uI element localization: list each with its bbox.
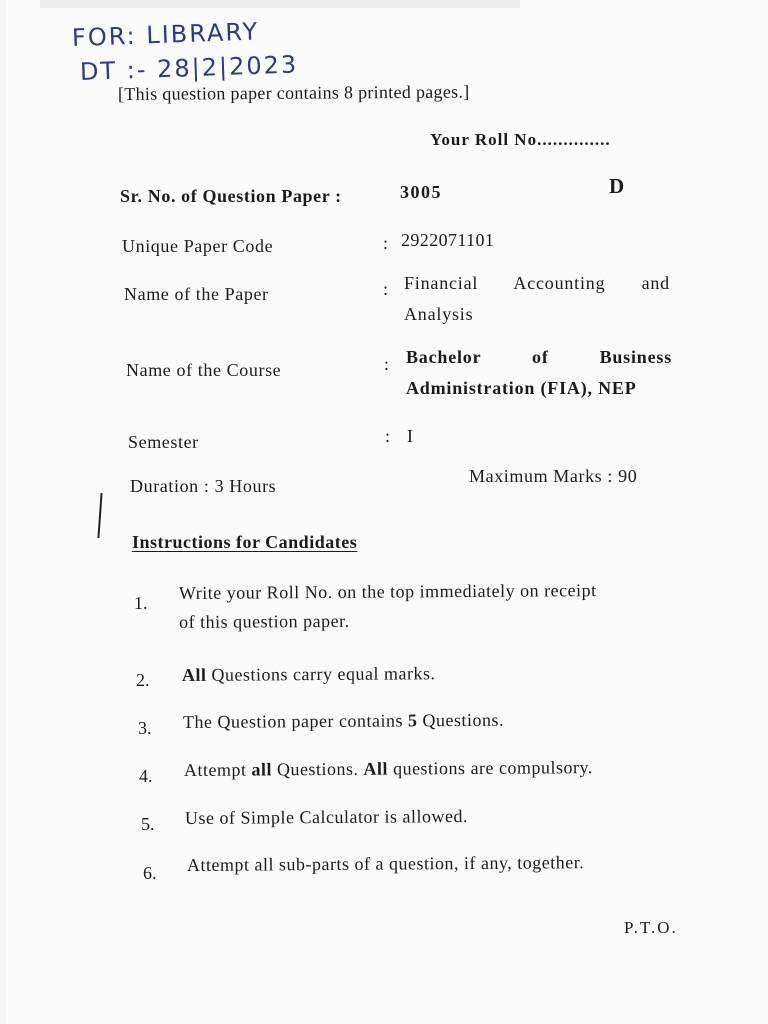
series-letter: D	[609, 174, 625, 198]
please-turn-over: P.T.O.	[624, 918, 678, 937]
course-name-label: Name of the Course	[126, 360, 282, 380]
instruction-2-rest: Questions carry equal marks.	[206, 663, 436, 685]
instruction-4-bold-2: All	[363, 758, 389, 779]
maximum-marks-text: Maximum Marks : 90	[469, 466, 638, 486]
instruction-5-text: Use of Simple Calculator is allowed.	[184, 806, 469, 828]
instruction-1-line-1: Write your Roll No. on the top immediately on receipt	[178, 580, 597, 604]
printed-pages-note: [This question paper contains 8 printed pages.]	[117, 81, 470, 104]
instruction-1-line-2: of this question paper.	[179, 610, 350, 632]
unique-paper-code-label: Unique Paper Code	[122, 236, 274, 256]
paper-name-value	[404, 268, 670, 330]
instruction-5-number: 5.	[141, 814, 155, 834]
paper-name-colon: :	[383, 279, 389, 299]
unique-paper-code-colon: :	[383, 233, 389, 253]
instruction-1-number: 1.	[134, 593, 148, 613]
paper-name-label: Name of the Paper	[124, 284, 269, 304]
course-name-colon: :	[384, 354, 390, 374]
paper-name-line-1: Financial Accounting and	[404, 273, 670, 293]
duration-text: Duration : 3 Hours	[130, 476, 277, 496]
handwritten-date-note: DT :- 28|2|2023	[79, 50, 299, 86]
instruction-2-bold: All	[181, 664, 207, 685]
course-name-value	[406, 342, 672, 404]
semester-label: Semester	[128, 432, 199, 452]
unique-paper-code-value: 2922071101	[401, 230, 495, 250]
instruction-2-text	[182, 659, 436, 690]
instruction-4-bold: all	[251, 759, 273, 780]
instruction-2-number: 2.	[136, 670, 150, 690]
instruction-3-pre: The Question paper contains	[182, 710, 408, 732]
instruction-4-number: 4.	[139, 766, 153, 786]
instructions-title: Instructions for Candidates	[132, 532, 358, 552]
instruction-3-number: 3.	[138, 718, 152, 738]
instruction-3-text	[183, 706, 504, 737]
instruction-6-text: Attempt all sub-parts of a question, if any, together.	[186, 852, 585, 875]
roll-number-line: Your Roll No..............	[430, 130, 611, 149]
scan-edge-top	[40, 0, 520, 8]
semester-value: I	[407, 426, 414, 446]
paper-name-line-2: Analysis	[404, 304, 474, 324]
course-name-line-1: Bachelor of Business	[406, 347, 672, 367]
handwritten-library-note: FOR: LIBRARY	[71, 17, 260, 52]
instruction-4-text	[184, 753, 593, 785]
course-name-line-2: Administration (FIA), NEP	[406, 378, 637, 398]
scan-edge-left	[0, 0, 6, 1024]
instruction-3-post: Questions.	[417, 709, 504, 731]
instruction-3-bold: 5	[407, 710, 418, 731]
instruction-4-mid: Questions.	[271, 758, 364, 780]
instruction-1-text	[179, 576, 597, 637]
semester-colon: :	[385, 426, 391, 446]
instruction-4-pre: Attempt	[183, 759, 252, 780]
sr-no-value: 3005	[400, 182, 442, 202]
sr-no-label: Sr. No. of Question Paper :	[120, 186, 342, 206]
instruction-6-number: 6.	[143, 863, 157, 883]
instruction-4-post: questions are compulsory.	[387, 757, 593, 779]
margin-pen-mark	[97, 493, 102, 538]
